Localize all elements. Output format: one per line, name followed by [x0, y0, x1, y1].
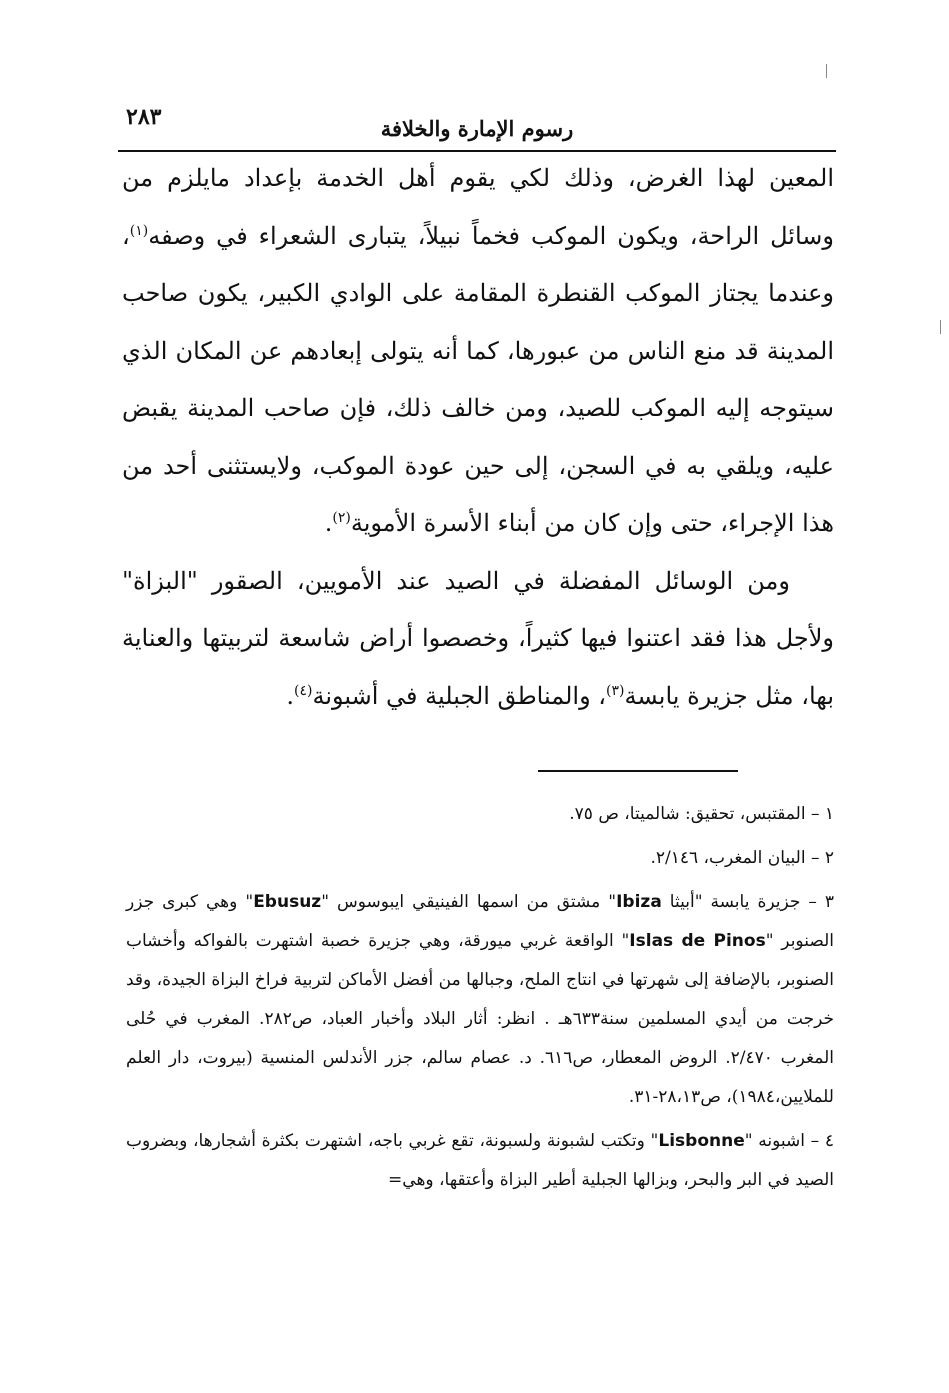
paragraph — [122, 553, 834, 726]
footnote-text: ٤ – اشبونه " — [744, 1131, 834, 1151]
footnote-ref: (١) — [129, 222, 149, 239]
footnote-text: ٣ – جزيرة يابسة "أبيثا — [661, 892, 835, 912]
main-text — [122, 150, 834, 725]
footnote: ٢ – البيان المغرب، ٢/١٤٦. — [650, 848, 834, 868]
footnote-text: " وهي كبرى جزر الصنوبر " — [126, 892, 834, 951]
latin-term: Ibiza — [616, 892, 662, 912]
paragraph-text: . — [286, 681, 294, 710]
latin-term: Ebusuz — [253, 892, 322, 912]
footnote-ref: (٤) — [293, 682, 313, 699]
latin-term: Islas de Pinos — [629, 931, 766, 951]
paragraph-text: ومن الوسائل المفضلة في الصيد عند الأمويين، الصقور "البزاة" ولأجل هذا فقد اعتنوا فيها كثيراً، وخصصوا أراض شاسعة لتربيتها والعناية بها، مثل جزيرة يابسة — [122, 566, 834, 710]
footnote — [126, 1122, 834, 1200]
paragraph — [122, 150, 834, 553]
running-title: رسوم الإمارة والخلافة — [380, 116, 574, 141]
footnotes — [126, 795, 834, 1205]
footnote-ref: (٢) — [332, 510, 351, 526]
running-header — [118, 100, 836, 152]
footnote-separator — [538, 770, 738, 772]
paragraph-text: ، وعندما يجتاز الموكب القنطرة المقامة على الوادي الكبير، يكون صاحب المدينة قد منع الناس من عبورها، كما أنه يتولى إبعادهم عن المكان الذي سيتوجه إليه الموكب للصيد، ومن خالف ذلك، فإن صاحب المدينة يقبض عليه، ويلقي به في السجن، إلى حين عودة الموكب، ولايستثنى أحد من هذا الإجراء، حتى وإن كان من أبناء الأسرة الأموية — [122, 221, 834, 537]
page-number: ٢٨٣ — [126, 104, 162, 130]
footnote — [126, 883, 834, 1117]
margin-mark — [826, 64, 827, 78]
latin-term: Lisbonne — [658, 1131, 745, 1151]
footnote-ref: (٣) — [606, 682, 625, 699]
footnote-text: " مشتق من اسمها الفينيقي ايبوسوس " — [321, 892, 617, 912]
paragraph-text: المعين لهذا الغرض، وذلك لكي يقوم أهل الخدمة بإعداد مايلزم من وسائل الراحة، ويكون الموكب فخماً نبيلاً، يتبارى الشعراء في وصفه — [122, 164, 834, 250]
paragraph-text: . — [324, 509, 333, 537]
margin-mark — [940, 320, 941, 334]
footnote-text: " وتكتب لشبونة ولسبونة، تقع غربي باجه، اشتهرت بكثرة أشجارها، وبضروب الصيد في البر والبحر، وبزالها الجبلية أطير البزاة وأعتقها، وهي= — [126, 1131, 834, 1190]
paragraph-text: ، والمناطق الجبلية في أشبونة — [312, 681, 607, 710]
footnote: ١ – المقتبس، تحقيق: شالميتا، ص ٧٥. — [569, 804, 834, 824]
footnote-text: " الواقعة غربي ميورقة، وهي جزيرة خصبة اشتهرت بالفواكه وأخشاب الصنوبر، بالإضافة إلى شهرتها في انتاج الملح، وجبالها من أفضل الأماكن لتربية فراخ البزاة الجيدة، وقد خرجت من أيدي المسلمين سنة٦٣٣هـ . انظر: أثار البلاد وأخبار العباد، ص٢٨٢. المغرب في حُلى المغرب ٢/٤٧٠. الروض المعطار، ص٦١٦. د. عصام سالم، جزر الأندلس المنسية (بيروت، دار العلم للملايين،١٩٨٤)، ص٢٨،١٣-٣١. — [126, 931, 834, 1107]
